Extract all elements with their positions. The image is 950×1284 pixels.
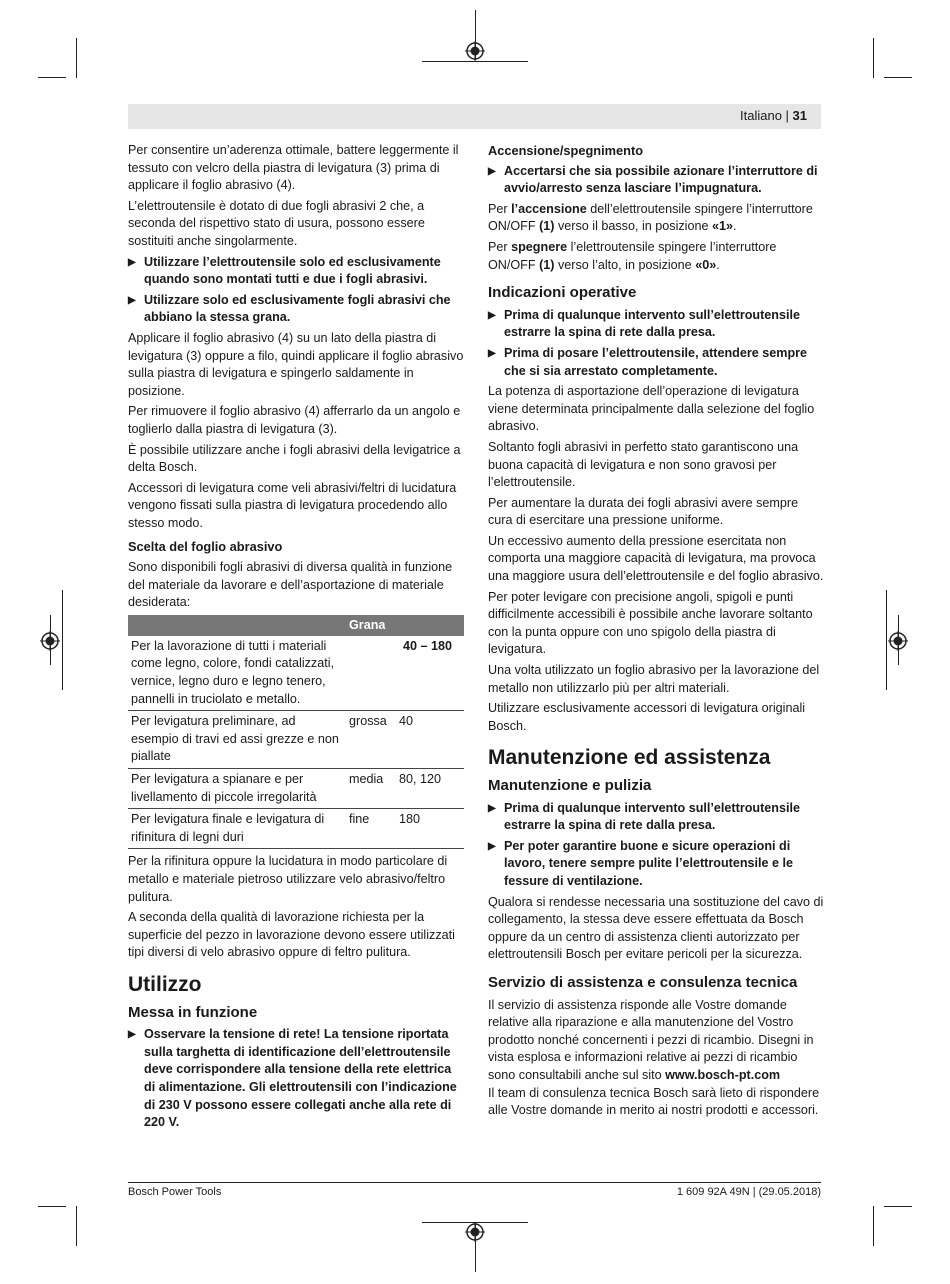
- chapter-heading: Manutenzione ed assistenza: [488, 746, 771, 770]
- header-language: Italiano | 31: [740, 108, 807, 123]
- section-heading: Indicazioni operative: [488, 284, 637, 302]
- paragraph: Accessori di levigatura come veli abrasivi/feltri di lucidatura vengono fissati sulla piastra di levigatura procedendo allo stesso modo.: [128, 480, 457, 530]
- language-label: Italiano: [740, 108, 782, 123]
- table-cell: Per levigatura preliminare, ad esempio di travi ed assi grezze e non piallate: [128, 711, 346, 769]
- paragraph: Per consentire un’aderenza ottimale, battere leggermente il tessuto con velcro della piastra di levigatura (3) prima di applicare il foglio abrasivo (4).: [128, 143, 459, 193]
- text: dell’elettroutensile spingere l’interruttore ON/OFF: [488, 201, 813, 234]
- crop-mark: [873, 38, 874, 78]
- table-cell: fine: [346, 809, 396, 849]
- page-header: [128, 104, 821, 129]
- warning-bullet: ▶ Prima di qualunque intervento sull’elettroutensile estrarre la spina di rete dalla presa.: [488, 800, 824, 835]
- table-row: [128, 636, 464, 711]
- paragraph: Per rimuovere il foglio abrasivo (4) afferrarlo da un angolo e toglierlo dalla piastra di levigatura (3).: [128, 404, 461, 436]
- table-header-cell: [128, 615, 346, 636]
- paragraph: Una volta utilizzato un foglio abrasivo per la lavorazione del metallo non utilizzarlo più per altri materiali.: [488, 663, 820, 695]
- table-row: [128, 769, 464, 809]
- warning-bullet: ▶ Per poter garantire buone e sicure operazioni di lavoro, tenere sempre pulite l’elettroutensile e le fessure di ventilazione.: [488, 838, 824, 891]
- registration-mark-icon: [40, 631, 60, 651]
- table-cell: 80, 120: [396, 769, 464, 809]
- table-cell: 180: [396, 809, 464, 849]
- table-cell: Per levigatura finale e levigatura di rifinitura di legni duri: [128, 809, 346, 849]
- paragraph: La potenza di asportazione dell’operazione di levigatura viene determinata principalmente dalla selezione del foglio abrasivo.: [488, 384, 815, 434]
- crop-mark: [76, 1206, 77, 1246]
- paragraph: Qualora si rendesse necessaria una sostituzione del cavo di collegamento, la stessa deve essere effettuata da Bosch oppure da un centro di assistenza clienti autorizzato per elettroutensili Bosch per evitare pericoli per la sicurezza.: [488, 894, 824, 962]
- paragraph: [488, 997, 824, 1085]
- text: verso l’alto, in posizione: [554, 257, 696, 272]
- paragraph: Utilizzare esclusivamente accessori di levigatura originali Bosch.: [488, 701, 806, 733]
- paragraph: Soltanto fogli abrasivi in perfetto stato garantiscono una buona capacità di levigatura e non sono gravosi per l’elettroutensile.: [488, 439, 799, 490]
- text: verso il basso, in posizione: [554, 219, 712, 234]
- paragraph: Per la rifinitura oppure la lucidatura in modo particolare di metallo e materiale pietroso utilizzare velo abrasivo/feltro pulitura.: [128, 854, 448, 904]
- emphasis: (1): [539, 257, 555, 272]
- paragraph: È possibile utilizzare anche i fogli abrasivi della levigatrice a delta Bosch.: [128, 442, 461, 475]
- table-cell: 40 – 180: [346, 636, 464, 711]
- paragraph: Applicare il foglio abrasivo (4) su un lato della piastra di levigatura (3) oppure a filo, quindi applicare il foglio abrasivo sulla piastra di levigatura e spingerlo saldamente in posizione.: [128, 330, 464, 398]
- crop-mark: [884, 77, 912, 78]
- registration-mark-icon: [465, 41, 485, 61]
- footer-brand: Bosch Power Tools: [128, 1186, 222, 1198]
- section-heading: Manutenzione e pulizia: [488, 777, 652, 794]
- registration-mark-icon: [465, 1222, 485, 1242]
- section-heading: Scelta del foglio abrasivo: [128, 539, 283, 555]
- page-footer: [128, 1182, 821, 1198]
- emphasis: (1): [539, 219, 555, 234]
- emphasis: spegnere: [511, 239, 568, 254]
- abrasive-table: [128, 615, 464, 850]
- table-cell: Per levigatura a spianare e per livellamento di piccole irregolarità: [128, 769, 346, 809]
- text: .: [733, 219, 737, 234]
- section-heading: Servizio di assistenza e consulenza tecnica: [488, 973, 798, 991]
- crop-mark: [422, 61, 528, 62]
- footer-doc-number: 1 609 92A 49N | (29.05.2018): [676, 1186, 821, 1198]
- warning-bullet: ▶ Prima di posare l’elettroutensile, attendere sempre che si sia arrestato completamente.: [488, 345, 824, 380]
- warning-bullet: ▶ Accertarsi che sia possibile azionare l’interruttore di avvio/arresto senza lasciare l’impugnatura.: [488, 163, 824, 198]
- paragraph: Un eccessivo aumento della pressione esercitata non comporta una maggiore capacità di levigatura, ma provoca una maggiore usura dell’elettroutensile e del foglio abrasivo.: [488, 533, 824, 584]
- paragraph: Il team di consulenza tecnica Bosch sarà lieto di rispondere alle Vostre domande in merito ai nostri prodotti e accessori.: [488, 1085, 820, 1118]
- paragraph: L’elettroutensile è dotato di due fogli abrasivi 2 che, a seconda del rispettivo stato di usura, possono essere sostituiti anche singolarmente.: [128, 198, 425, 248]
- emphasis: «1»: [712, 219, 734, 234]
- table-row: [128, 711, 464, 769]
- crop-mark: [884, 1206, 912, 1207]
- table-cell: Per la lavorazione di tutti i materiali come legno, colore, fondi catalizzati, vernice, legno duro e legno tenero, pannelli in truciolato e metallo.: [128, 636, 346, 711]
- paragraph: A seconda della qualità di lavorazione richiesta per la superficie del pezzo in lavorazione devono essere utilizzati tipi diversi di velo abrasivo oppure di feltro pulitura.: [128, 910, 455, 960]
- text: Il servizio di assistenza risponde alle Vostre domande relative alla riparazione e alla manutenzione del Vostro prodotto nonché concernenti i pezzi di ricambio. Disegni in vista esplosa e informazioni relative ai pezzi di ricambio sono consultabili anche sul sito: [488, 997, 814, 1082]
- section-heading: Accensione/spegnimento: [488, 143, 644, 158]
- registration-mark-icon: [888, 631, 908, 651]
- section-heading: Messa in funzione: [128, 1003, 258, 1021]
- website-link[interactable]: www.bosch-pt.com: [665, 1067, 781, 1082]
- left-column: [128, 142, 464, 1135]
- crop-mark: [62, 590, 63, 690]
- paragraph: [488, 239, 824, 274]
- paragraph: [488, 201, 824, 236]
- emphasis: l’accensione: [511, 201, 587, 216]
- paragraph: Per aumentare la durata dei fogli abrasivi avere sempre cura di esercitare una pressione uniforme.: [488, 495, 799, 528]
- crop-mark: [886, 590, 887, 690]
- warning-bullet: ▶ Osservare la tensione di rete! La tensione riportata sulla targhetta di identificazione dell’elettroutensile deve corrispondere alla tensione della rete elettrica di alimentazione. Gli elettroutensili con l’indicazione di 230 V possono essere collegati anche alla rete di 220 V.: [128, 1026, 464, 1132]
- text: .: [716, 257, 720, 272]
- paragraph: Per poter levigare con precisione angoli, spigoli e punti difficilmente accessibili è possibile anche lavorare soltanto con la punta oppure con uno spigolo della piastra di levigatura.: [488, 589, 813, 657]
- text: Per: [488, 239, 512, 254]
- chapter-heading: Utilizzo: [128, 972, 202, 996]
- table-cell: 40: [396, 711, 464, 769]
- page-number: 31: [792, 108, 807, 123]
- table-row: [128, 809, 464, 849]
- crop-mark: [38, 1206, 66, 1207]
- emphasis: «0»: [695, 257, 717, 272]
- crop-mark: [38, 77, 66, 78]
- table-cell: grossa: [346, 711, 396, 769]
- table-header-cell: Grana: [346, 615, 464, 636]
- text: l’elettroutensile spingere l’interruttore ON/OFF: [488, 239, 777, 272]
- table-header-row: [128, 615, 464, 636]
- crop-mark: [873, 1206, 874, 1246]
- right-column: [488, 142, 824, 1123]
- warning-bullet: ▶ Utilizzare solo ed esclusivamente fogli abrasivi che abbiano la stessa grana.: [128, 292, 464, 327]
- warning-bullet: ▶ Utilizzare l’elettroutensile solo ed esclusivamente quando sono montati tutti e due i fogli abrasivi.: [128, 254, 464, 289]
- text: Per: [488, 201, 512, 216]
- crop-mark: [76, 38, 77, 78]
- table-cell: media: [346, 769, 396, 809]
- warning-bullet: ▶ Prima di qualunque intervento sull’elettroutensile estrarre la spina di rete dalla presa.: [488, 307, 824, 342]
- paragraph: Sono disponibili fogli abrasivi di diversa qualità in funzione del materiale da lavorare e dell’asportazione di materiale desiderata:: [128, 560, 453, 610]
